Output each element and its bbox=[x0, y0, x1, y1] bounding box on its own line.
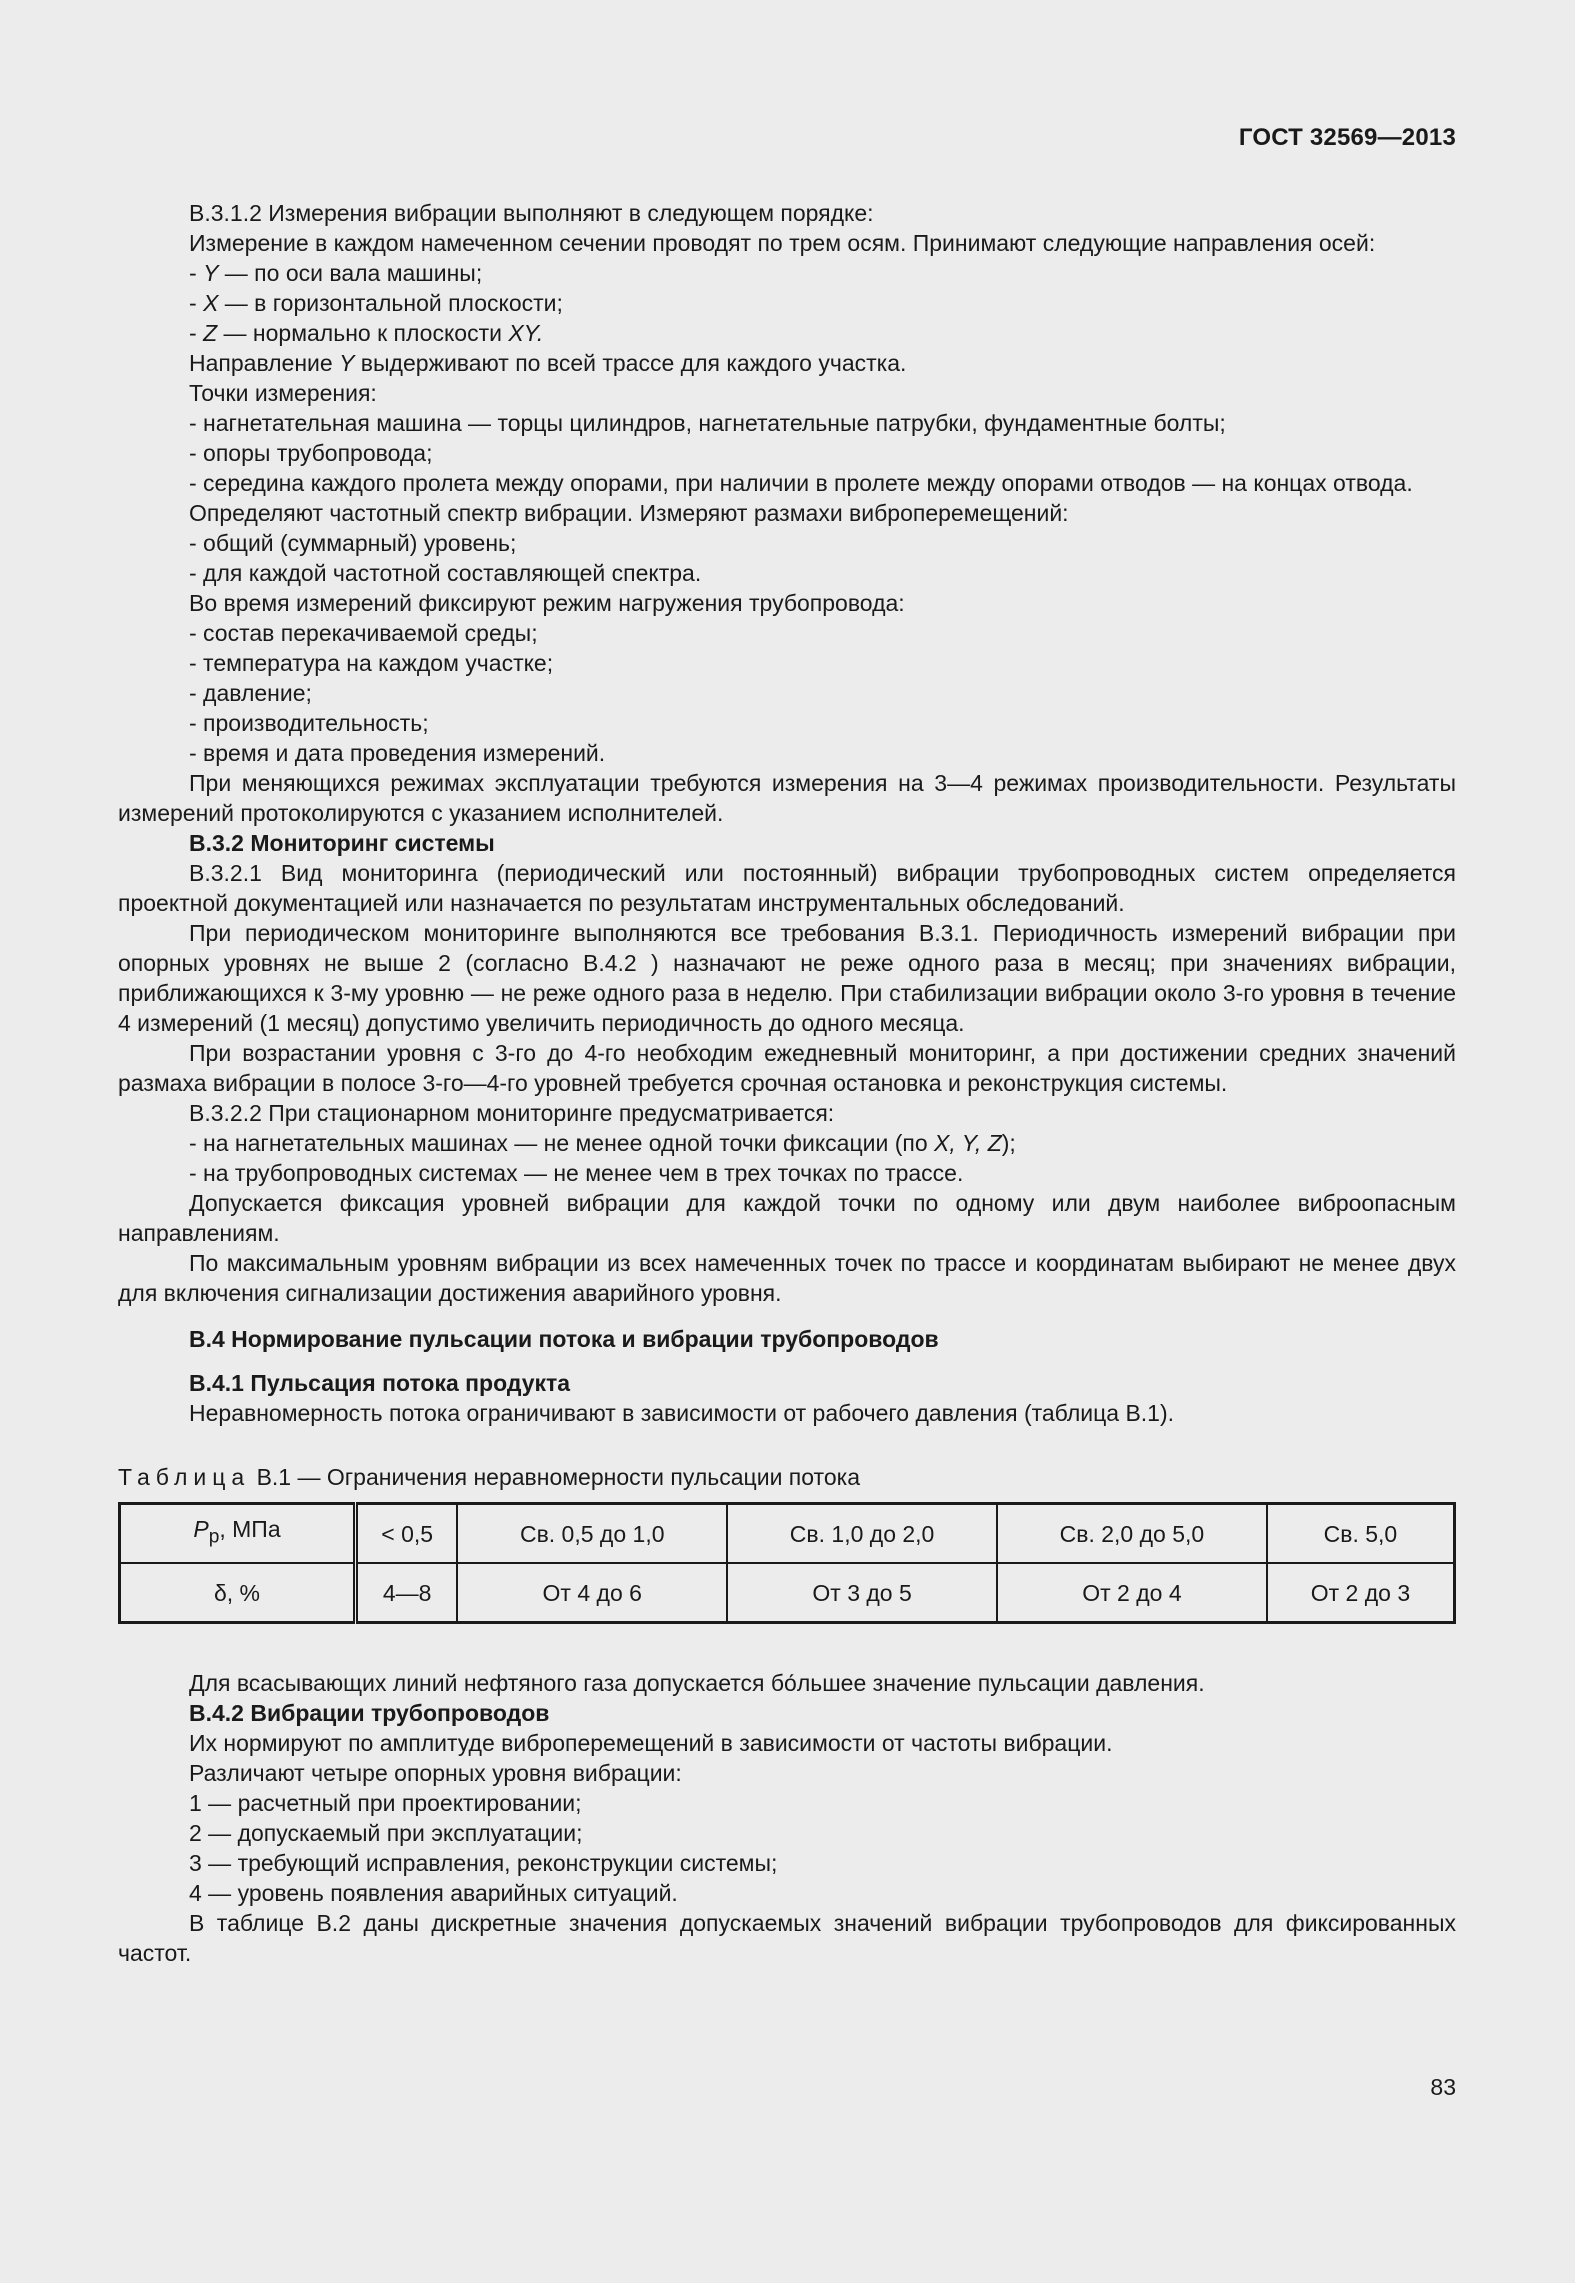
table-row bbox=[120, 1563, 1455, 1623]
paragraph: В.3.2.2 При стационарном мониторинге предусматривается: bbox=[189, 1100, 835, 1126]
list-item-text: — в горизонтальной плоскости; bbox=[218, 290, 563, 316]
paragraph: При возрастании уровня с 3-го до 4-го необходим ежедневный мониторинг, а при достижении средних значений размаха вибрации в полосе 3-го—4-го уровней требуется срочная остановка и реконструкция системы. bbox=[118, 1040, 1456, 1096]
paragraph: Неравномерность потока ограничивают в зависимости от рабочего давления (таблица В.1). bbox=[189, 1400, 1175, 1426]
axis-letter: X bbox=[203, 290, 219, 316]
list-item: 1 — расчетный при проектировании; bbox=[189, 1790, 582, 1816]
pressure-subscript: р bbox=[208, 1526, 220, 1548]
table-cell: От 4 до 6 bbox=[457, 1563, 727, 1623]
list-item: 2 — допускаемый при эксплуатации; bbox=[189, 1820, 583, 1846]
paragraph: Измерение в каждом намеченном сечении проводят по трем осям. Принимают следующие направления осей: bbox=[189, 230, 1376, 256]
table-row bbox=[120, 1504, 1455, 1564]
list-item: - температура на каждом участке; bbox=[189, 650, 554, 676]
axis-letter: Y bbox=[203, 260, 219, 286]
axis-letter: Z bbox=[203, 320, 218, 346]
list-item: - Z — нормально к плоскости XY. bbox=[189, 320, 544, 346]
subsection-heading: В.4.2 Вибрации трубопроводов bbox=[189, 1700, 550, 1726]
table-caption bbox=[118, 1462, 1456, 1492]
list-item: - X — в горизонтальной плоскости; bbox=[189, 290, 563, 316]
table-cell: δ, % bbox=[120, 1563, 356, 1623]
axis-plane: XY. bbox=[508, 320, 544, 346]
list-item-text: ); bbox=[1001, 1130, 1016, 1156]
table-cell: Св. 1,0 до 2,0 bbox=[727, 1504, 997, 1564]
paragraph: В.3.1.2 Измерения вибрации выполняют в следующем порядке: bbox=[189, 200, 874, 226]
pressure-symbol: P bbox=[193, 1516, 209, 1543]
list-item-text: - на нагнетательных машинах — не менее одной точки фиксации (по bbox=[189, 1130, 934, 1156]
subsection-heading: В.4.1 Пульсация потока продукта bbox=[189, 1370, 571, 1396]
list-item: - на трубопроводных системах — не менее чем в трех точках по трассе. bbox=[189, 1160, 964, 1186]
paragraph: Их нормируют по амплитуде виброперемещений в зависимости от частоты вибрации. bbox=[189, 1730, 1113, 1756]
pressure-unit: , МПа bbox=[219, 1516, 281, 1543]
table-cell: От 3 до 5 bbox=[727, 1563, 997, 1623]
table-cell bbox=[120, 1504, 356, 1564]
paragraph: Во время измерений фиксируют режим нагружения трубопровода: bbox=[189, 590, 905, 616]
table-cell: От 2 до 3 bbox=[1267, 1563, 1455, 1623]
paragraph: Допускается фиксация уровней вибрации для каждой точки по одному или двум наиболее виброопасным направлениям. bbox=[118, 1190, 1456, 1246]
table-caption-text: В.1 — Ограничения неравномерности пульсации потока bbox=[250, 1464, 860, 1490]
paragraph: В.3.2.1 Вид мониторинга (периодический или постоянный) вибрации трубопроводных систем определяется проектной документацией или назначается по результатам инструментальных обследований. bbox=[118, 860, 1456, 916]
paragraph: При периодическом мониторинге выполняются все требования В.3.1. Периодичность измерений вибрации при опорных уровнях не выше 2 (согласно В.4.2 ) назначают не реже одного раза в месяц; при значениях вибрации, приближающихся к 3-му уровню — не реже одного раза в неделю. При стабилизации вибрации около 3-го уровня в течение 4 измерений (1 месяц) допустимо увеличить периодичность до одного месяца. bbox=[118, 920, 1456, 1036]
paragraph: Различают четыре опорных уровня вибрации: bbox=[189, 1760, 682, 1786]
section-heading: В.4 Нормирование пульсации потока и вибрации трубопроводов bbox=[189, 1326, 939, 1352]
paragraph-text: выдерживают по всей трассе для каждого участка. bbox=[354, 350, 907, 376]
paragraph: Для всасывающих линий нефтяного газа допускается бо́льшее значение пульсации давления. bbox=[189, 1670, 1205, 1696]
list-item: - середина каждого пролета между опорами, при наличии в пролете между опорами отводов — на концах отвода. bbox=[189, 470, 1413, 496]
list-item: - нагнетательная машина — торцы цилиндров, нагнетательные патрубки, фундаментные болты; bbox=[189, 410, 1226, 436]
list-item: 4 — уровень появления аварийных ситуаций. bbox=[189, 1880, 678, 1906]
list-item: - время и дата проведения измерений. bbox=[189, 740, 606, 766]
table-cell: Св. 2,0 до 5,0 bbox=[997, 1504, 1267, 1564]
pulsation-limits-table bbox=[118, 1502, 1456, 1624]
paragraph: По максимальным уровням вибрации из всех намеченных точек по трассе и координатам выбирают не менее двух для включения сигнализации достижения аварийного уровня. bbox=[118, 1250, 1456, 1306]
paragraph: Определяют частотный спектр вибрации. Измеряют размахи виброперемещений: bbox=[189, 500, 1069, 526]
table-cell: < 0,5 bbox=[356, 1504, 458, 1564]
list-item: - общий (суммарный) уровень; bbox=[189, 530, 517, 556]
paragraph: При меняющихся режимах эксплуатации требуются измерения на 3—4 режимах производительности. Результаты измерений протоколируются с указанием исполнителей. bbox=[118, 770, 1456, 826]
table-cell: Св. 5,0 bbox=[1267, 1504, 1455, 1564]
list-item-text: — по оси вала машины; bbox=[218, 260, 483, 286]
paragraph: В таблице В.2 даны дискретные значения допускаемых значений вибрации трубопроводов для фиксированных частот. bbox=[118, 1910, 1456, 1966]
section-heading: В.3.2 Мониторинг системы bbox=[189, 830, 495, 856]
table-cell: От 2 до 4 bbox=[997, 1563, 1267, 1623]
page-number: 83 bbox=[1430, 2074, 1456, 2100]
list-item-text: — нормально к плоскости bbox=[217, 320, 509, 346]
list-item: - производительность; bbox=[189, 710, 429, 736]
document-id: ГОСТ 32569—2013 bbox=[1238, 124, 1456, 151]
list-item: - для каждой частотной составляющей спектра. bbox=[189, 560, 702, 586]
table-caption-label: Таблица bbox=[118, 1464, 251, 1490]
paragraph: Точки измерения: bbox=[189, 380, 377, 406]
list-item: - состав перекачиваемой среды; bbox=[189, 620, 538, 646]
list-item: - давление; bbox=[189, 680, 312, 706]
table-cell: Св. 0,5 до 1,0 bbox=[457, 1504, 727, 1564]
paragraph bbox=[118, 348, 1456, 378]
list-item: 3 — требующий исправления, реконструкции системы; bbox=[189, 1850, 778, 1876]
paragraph-text: Направление bbox=[189, 350, 340, 376]
axis-letter: Y bbox=[339, 350, 355, 376]
list-item: - Y — по оси вала машины; bbox=[189, 260, 483, 286]
axis-letters: X, Y, Z bbox=[934, 1130, 1002, 1156]
list-item: - опоры трубопровода; bbox=[189, 440, 433, 466]
list-item bbox=[118, 1128, 1456, 1158]
document-body bbox=[118, 198, 1456, 1968]
table-cell: 4—8 bbox=[356, 1563, 458, 1623]
